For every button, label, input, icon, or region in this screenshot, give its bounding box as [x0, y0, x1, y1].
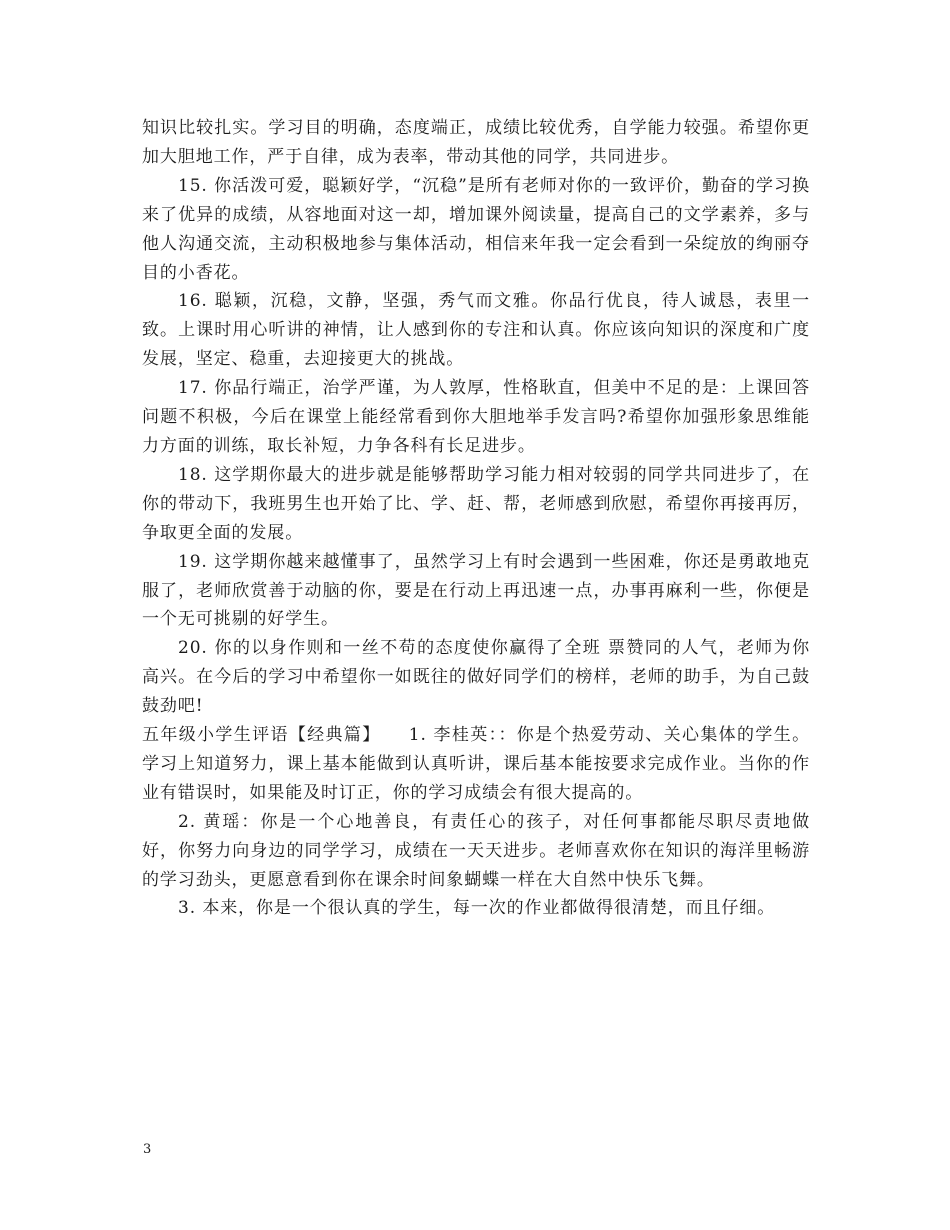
comment-20: 20. 你的以身作则和一丝不苟的态度使你赢得了全班 票赞同的人气，老师为你高兴。在今后的学习中希望你一如既往的做好同学们的榜样，老师的助手，为自己鼓鼓劲吧! — [142, 638, 810, 717]
paragraph-continuation: 知识比较扎实。学习目的明确，态度端正，成绩比较优秀，自学能力较强。希望你更加大胆地工作，严于自律，成为表率，带动其他的同学，共同进步。 — [142, 118, 810, 167]
document-page — [142, 114, 810, 923]
comment-2: 2. 黄瑶：你是一个心地善良，有责任心的孩子，对任何事都能尽职尽责地做好，你努力向身边的同学学习，成绩在一天天进步。老师喜欢你在知识的海洋里畅游的学习劲头，更愿意看到你在课余时间象蝴蝶一样在大自然中快乐飞舞。 — [142, 811, 810, 890]
comment-17: 17. 你品行端正，治学严谨，为人敦厚，性格耿直，但美中不足的是：上课回答问题不积极，今后在课堂上能经常看到你大胆地举手发言吗?希望你加强形象思维能力方面的训练，取长补短，力争各科有长足进步。 — [142, 378, 810, 456]
comment-16: 16. 聪颖，沉稳，文静，坚强，秀气而文雅。你品行优良，待人诚恳，表里一致。上课时用心听讲的神情，让人感到你的专注和认真。你应该向知识的深度和广度发展，坚定、稳重，去迎接更大的挑战。 — [142, 291, 810, 370]
page-number: 3 — [143, 1142, 152, 1157]
comment-19: 19. 这学期你越来越懂事了，虽然学习上有时会遇到一些困难，你还是勇敢地克服了，老师欣赏善于动脑的你，要是在行动上再迅速一点，办事再麻利一些，你便是一个无可挑剔的好学生。 — [142, 551, 810, 630]
section-heading-paragraph: 五年级小学生评语【经典篇】 1. 李桂英：：你是个热爱劳动、关心集体的学生。学习上知道努力，课上基本能做到认真听讲，课后基本能按要求完成作业。当你的作业有错误时，如果能及时订正，你的学习成绩会有很大提高的。 — [142, 725, 810, 803]
comment-15: 15. 你活泼可爱，聪颖好学，“沉稳”是所有老师对你的一致评价，勤奋的学习换来了优异的成绩，从容地面对这一却，增加课外阅读量，提高自己的文学素养，多与他人沟通交流，主动积极地参与集体活动，相信来年我一定会看到一朵绽放的绚丽夺目的小香花。 — [142, 175, 810, 283]
comment-3: 3. 本来，你是一个很认真的学生，每一次的作业都做得很清楚，而且仔细。 — [178, 898, 776, 919]
comment-18: 18. 这学期你最大的进步就是能够帮助学习能力相对较弱的同学共同进步了，在你的带动下，我班男生也开始了比、学、赶、帮，老师感到欣慰，希望你再接再厉，争取更全面的发展。 — [142, 464, 810, 543]
